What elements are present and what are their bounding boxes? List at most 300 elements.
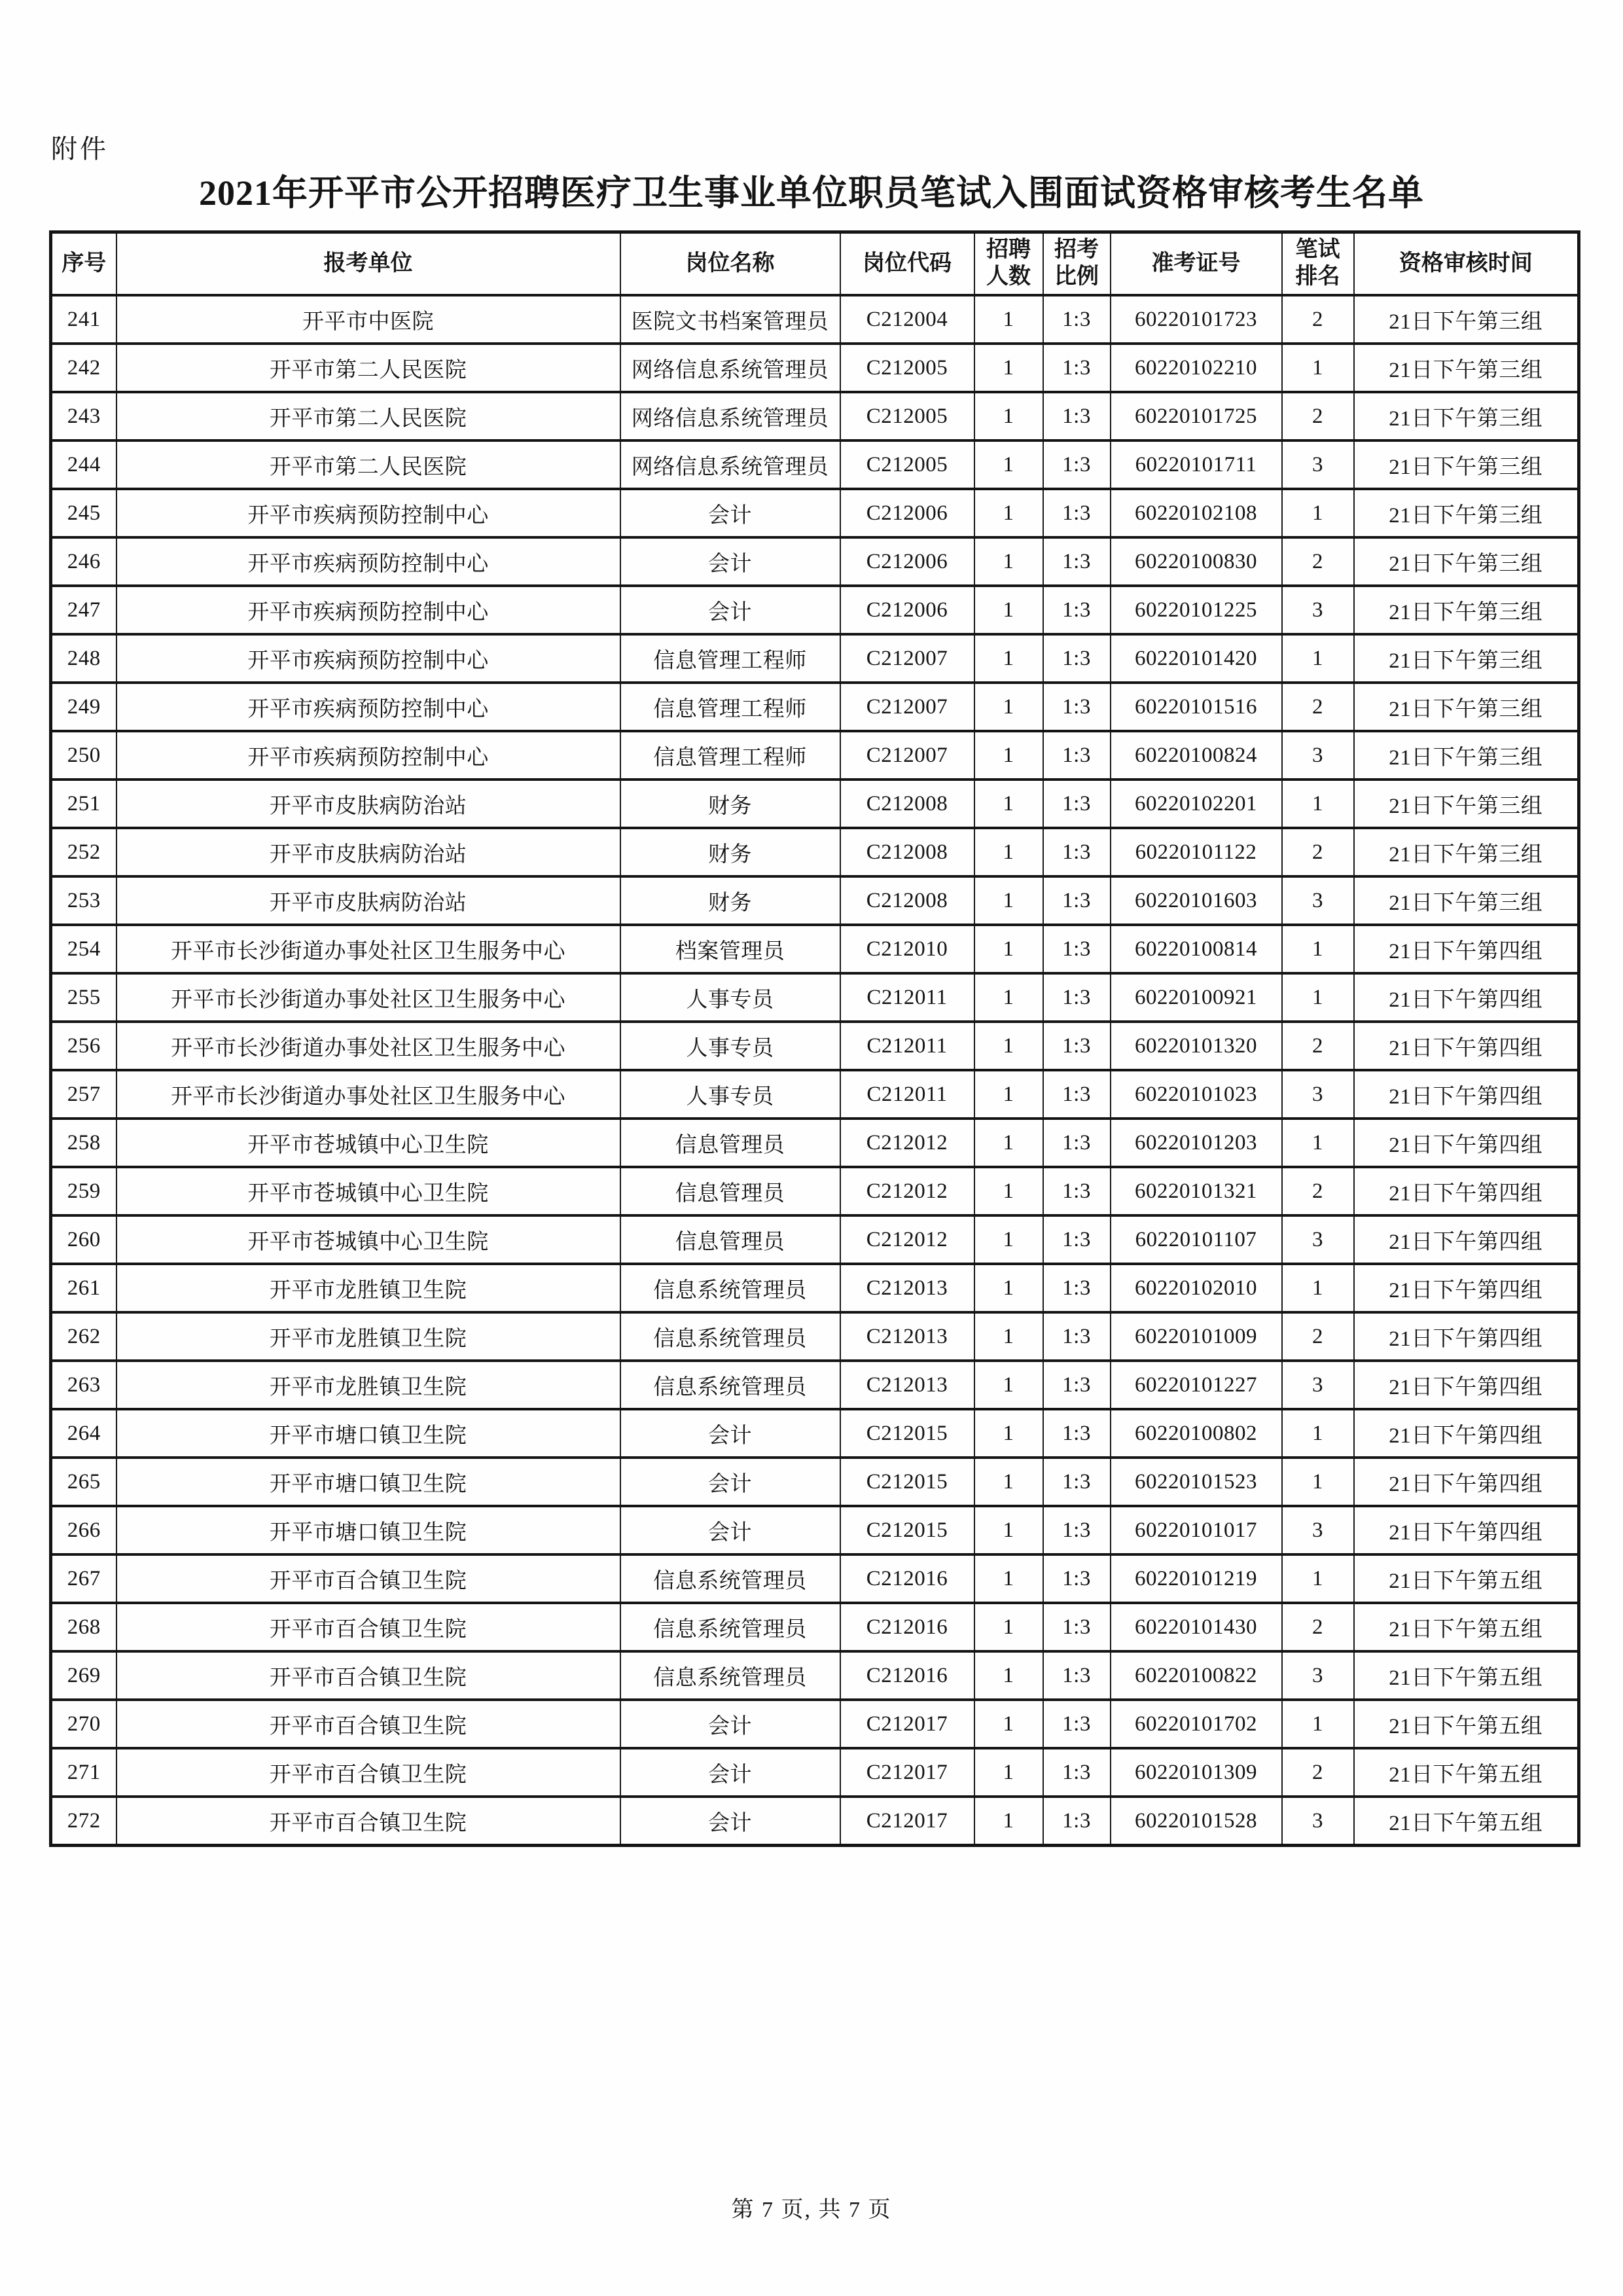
cell-review-time: 21日下午第三组: [1354, 440, 1579, 489]
cell-ticket-number: 60220101107: [1111, 1215, 1282, 1264]
cell-position-code: C212006: [840, 537, 974, 586]
cell-review-time: 21日下午第五组: [1354, 1603, 1579, 1651]
table-row: [51, 489, 1579, 537]
cell-written-rank: 3: [1282, 1797, 1354, 1846]
cell-seq-no: 254: [51, 925, 116, 973]
page-title: 2021年开平市公开招聘医疗卫生事业单位职员笔试入围面试资格审核考生名单: [199, 173, 1424, 213]
cell-unit: 开平市苍城镇中心卫生院: [116, 1119, 620, 1167]
cell-position-name: 信息系统管理员: [620, 1312, 840, 1361]
table-row: [51, 1312, 1579, 1361]
table-row: [51, 1215, 1579, 1264]
cell-ticket-number: 60220102108: [1111, 489, 1282, 537]
cell-unit: 开平市疾病预防控制中心: [116, 537, 620, 586]
table-row: [51, 1748, 1579, 1797]
cell-unit: 开平市长沙街道办事处社区卫生服务中心: [116, 925, 620, 973]
table-row: [51, 1264, 1579, 1312]
cell-recruit-count: 1: [974, 1700, 1043, 1748]
header-col-ticket-number: 准考证号: [1111, 232, 1282, 296]
cell-seq-no: 256: [51, 1022, 116, 1070]
cell-position-name: 网络信息系统管理员: [620, 344, 840, 392]
cell-position-name: 信息系统管理员: [620, 1264, 840, 1312]
cell-unit: 开平市疾病预防控制中心: [116, 586, 620, 634]
cell-seq-no: 263: [51, 1361, 116, 1409]
cell-written-rank: 2: [1282, 295, 1354, 344]
cell-unit: 开平市第二人民医院: [116, 440, 620, 489]
cell-position-code: C212016: [840, 1651, 974, 1700]
cell-position-name: 医院文书档案管理员: [620, 295, 840, 344]
cell-position-code: C212013: [840, 1361, 974, 1409]
cell-seq-no: 264: [51, 1409, 116, 1458]
cell-recruit-count: 1: [974, 1215, 1043, 1264]
cell-written-rank: 2: [1282, 1167, 1354, 1215]
cell-review-time: 21日下午第五组: [1354, 1797, 1579, 1846]
cell-written-rank: 3: [1282, 1361, 1354, 1409]
cell-unit: 开平市长沙街道办事处社区卫生服务中心: [116, 1022, 620, 1070]
cell-unit: 开平市塘口镇卫生院: [116, 1506, 620, 1554]
cell-review-time: 21日下午第三组: [1354, 683, 1579, 731]
cell-recruit-ratio: 1:3: [1043, 1215, 1111, 1264]
cell-recruit-count: 1: [974, 1651, 1043, 1700]
cell-recruit-ratio: 1:3: [1043, 1167, 1111, 1215]
cell-written-rank: 1: [1282, 780, 1354, 828]
table-row: [51, 392, 1579, 440]
cell-review-time: 21日下午第三组: [1354, 876, 1579, 925]
cell-seq-no: 251: [51, 780, 116, 828]
cell-recruit-ratio: 1:3: [1043, 731, 1111, 780]
table-row: [51, 440, 1579, 489]
cell-position-name: 会计: [620, 1458, 840, 1506]
cell-written-rank: 1: [1282, 1458, 1354, 1506]
cell-recruit-ratio: 1:3: [1043, 295, 1111, 344]
cell-written-rank: 3: [1282, 1506, 1354, 1554]
cell-review-time: 21日下午第三组: [1354, 295, 1579, 344]
cell-recruit-ratio: 1:3: [1043, 634, 1111, 683]
cell-written-rank: 2: [1282, 392, 1354, 440]
cell-seq-no: 266: [51, 1506, 116, 1554]
header-col-recruit-ratio: 招考比例: [1043, 232, 1111, 296]
cell-position-name: 人事专员: [620, 1022, 840, 1070]
cell-review-time: 21日下午第四组: [1354, 1215, 1579, 1264]
cell-position-name: 财务: [620, 876, 840, 925]
cell-seq-no: 265: [51, 1458, 116, 1506]
cell-ticket-number: 60220101711: [1111, 440, 1282, 489]
table-row: [51, 1070, 1579, 1119]
cell-written-rank: 3: [1282, 1070, 1354, 1119]
cell-seq-no: 245: [51, 489, 116, 537]
cell-ticket-number: 60220101320: [1111, 1022, 1282, 1070]
cell-unit: 开平市塘口镇卫生院: [116, 1409, 620, 1458]
cell-unit: 开平市第二人民医院: [116, 344, 620, 392]
cell-recruit-ratio: 1:3: [1043, 780, 1111, 828]
cell-review-time: 21日下午第三组: [1354, 392, 1579, 440]
table-row: [51, 731, 1579, 780]
cell-written-rank: 2: [1282, 1022, 1354, 1070]
cell-seq-no: 244: [51, 440, 116, 489]
cell-position-name: 人事专员: [620, 973, 840, 1022]
cell-position-code: C212004: [840, 295, 974, 344]
cell-seq-no: 249: [51, 683, 116, 731]
header-col-written-rank: 笔试排名: [1282, 232, 1354, 296]
cell-recruit-ratio: 1:3: [1043, 1264, 1111, 1312]
cell-ticket-number: 60220101725: [1111, 392, 1282, 440]
cell-written-rank: 2: [1282, 1312, 1354, 1361]
cell-written-rank: 2: [1282, 683, 1354, 731]
cell-written-rank: 3: [1282, 586, 1354, 634]
cell-position-name: 信息管理员: [620, 1215, 840, 1264]
cell-position-code: C212016: [840, 1554, 974, 1603]
cell-recruit-ratio: 1:3: [1043, 1506, 1111, 1554]
cell-review-time: 21日下午第三组: [1354, 586, 1579, 634]
cell-seq-no: 252: [51, 828, 116, 876]
cell-recruit-ratio: 1:3: [1043, 586, 1111, 634]
cell-review-time: 21日下午第四组: [1354, 925, 1579, 973]
cell-unit: 开平市龙胜镇卫生院: [116, 1361, 620, 1409]
cell-written-rank: 1: [1282, 973, 1354, 1022]
cell-seq-no: 242: [51, 344, 116, 392]
cell-position-code: C212011: [840, 1070, 974, 1119]
cell-position-name: 档案管理员: [620, 925, 840, 973]
cell-recruit-count: 1: [974, 925, 1043, 973]
cell-recruit-ratio: 1:3: [1043, 537, 1111, 586]
cell-recruit-count: 1: [974, 780, 1043, 828]
cell-recruit-count: 1: [974, 440, 1043, 489]
cell-ticket-number: 60220101122: [1111, 828, 1282, 876]
cell-written-rank: 1: [1282, 489, 1354, 537]
cell-recruit-count: 1: [974, 489, 1043, 537]
header-col-position-name: 岗位名称: [620, 232, 840, 296]
table-row: [51, 344, 1579, 392]
table-row: [51, 586, 1579, 634]
cell-position-name: 财务: [620, 828, 840, 876]
cell-written-rank: 1: [1282, 1700, 1354, 1748]
cell-review-time: 21日下午第四组: [1354, 1070, 1579, 1119]
cell-written-rank: 1: [1282, 344, 1354, 392]
cell-position-name: 信息系统管理员: [620, 1361, 840, 1409]
cell-recruit-ratio: 1:3: [1043, 1651, 1111, 1700]
cell-seq-no: 243: [51, 392, 116, 440]
cell-ticket-number: 60220102010: [1111, 1264, 1282, 1312]
cell-ticket-number: 60220100822: [1111, 1651, 1282, 1700]
cell-position-code: C212006: [840, 586, 974, 634]
cell-written-rank: 1: [1282, 1264, 1354, 1312]
cell-review-time: 21日下午第三组: [1354, 489, 1579, 537]
cell-position-name: 信息系统管理员: [620, 1651, 840, 1700]
cell-ticket-number: 60220101227: [1111, 1361, 1282, 1409]
cell-review-time: 21日下午第五组: [1354, 1651, 1579, 1700]
cell-written-rank: 3: [1282, 876, 1354, 925]
cell-position-name: 信息管理工程师: [620, 634, 840, 683]
cell-recruit-count: 1: [974, 1022, 1043, 1070]
cell-seq-no: 257: [51, 1070, 116, 1119]
cell-position-name: 会计: [620, 489, 840, 537]
table-row: [51, 828, 1579, 876]
table-row: [51, 1554, 1579, 1603]
cell-review-time: 21日下午第五组: [1354, 1748, 1579, 1797]
cell-recruit-ratio: 1:3: [1043, 1119, 1111, 1167]
table-row: [51, 780, 1579, 828]
cell-position-code: C212013: [840, 1312, 974, 1361]
cell-ticket-number: 60220101023: [1111, 1070, 1282, 1119]
header-col-recruit-count: 招聘人数: [974, 232, 1043, 296]
table-row: [51, 1603, 1579, 1651]
cell-recruit-count: 1: [974, 731, 1043, 780]
cell-seq-no: 260: [51, 1215, 116, 1264]
cell-recruit-count: 1: [974, 1167, 1043, 1215]
table-row: [51, 876, 1579, 925]
cell-position-name: 会计: [620, 1506, 840, 1554]
cell-seq-no: 258: [51, 1119, 116, 1167]
cell-recruit-count: 1: [974, 1119, 1043, 1167]
cell-recruit-ratio: 1:3: [1043, 1312, 1111, 1361]
cell-recruit-ratio: 1:3: [1043, 1361, 1111, 1409]
cell-ticket-number: 60220102210: [1111, 344, 1282, 392]
cell-seq-no: 267: [51, 1554, 116, 1603]
cell-position-code: C212005: [840, 344, 974, 392]
cell-recruit-ratio: 1:3: [1043, 1554, 1111, 1603]
cell-review-time: 21日下午第三组: [1354, 731, 1579, 780]
cell-ticket-number: 60220101219: [1111, 1554, 1282, 1603]
cell-ticket-number: 60220101309: [1111, 1748, 1282, 1797]
cell-ticket-number: 60220100814: [1111, 925, 1282, 973]
cell-seq-no: 255: [51, 973, 116, 1022]
cell-position-code: C212013: [840, 1264, 974, 1312]
table-row: [51, 1119, 1579, 1167]
cell-position-name: 会计: [620, 1748, 840, 1797]
table-row: [51, 537, 1579, 586]
cell-ticket-number: 60220101009: [1111, 1312, 1282, 1361]
cell-seq-no: 248: [51, 634, 116, 683]
cell-recruit-count: 1: [974, 392, 1043, 440]
cell-ticket-number: 60220101516: [1111, 683, 1282, 731]
cell-position-name: 信息系统管理员: [620, 1554, 840, 1603]
cell-recruit-ratio: 1:3: [1043, 1022, 1111, 1070]
cell-unit: 开平市百合镇卫生院: [116, 1797, 620, 1846]
cell-position-code: C212012: [840, 1215, 974, 1264]
cell-position-name: 会计: [620, 1409, 840, 1458]
cell-review-time: 21日下午第五组: [1354, 1700, 1579, 1748]
cell-ticket-number: 60220101528: [1111, 1797, 1282, 1846]
cell-position-name: 信息管理员: [620, 1167, 840, 1215]
cell-recruit-count: 1: [974, 683, 1043, 731]
cell-recruit-count: 1: [974, 1603, 1043, 1651]
cell-review-time: 21日下午第四组: [1354, 1264, 1579, 1312]
cell-ticket-number: 60220100830: [1111, 537, 1282, 586]
cell-position-code: C212015: [840, 1458, 974, 1506]
cell-ticket-number: 60220101603: [1111, 876, 1282, 925]
cell-review-time: 21日下午第五组: [1354, 1554, 1579, 1603]
cell-seq-no: 250: [51, 731, 116, 780]
cell-recruit-count: 1: [974, 586, 1043, 634]
cell-recruit-count: 1: [974, 295, 1043, 344]
cell-recruit-count: 1: [974, 344, 1043, 392]
table-row: [51, 1022, 1579, 1070]
cell-unit: 开平市皮肤病防治站: [116, 828, 620, 876]
table-row: [51, 1651, 1579, 1700]
cell-unit: 开平市苍城镇中心卫生院: [116, 1167, 620, 1215]
cell-written-rank: 3: [1282, 440, 1354, 489]
cell-review-time: 21日下午第四组: [1354, 1409, 1579, 1458]
cell-recruit-count: 1: [974, 828, 1043, 876]
cell-position-code: C212017: [840, 1797, 974, 1846]
cell-written-rank: 3: [1282, 731, 1354, 780]
cell-seq-no: 259: [51, 1167, 116, 1215]
cell-seq-no: 261: [51, 1264, 116, 1312]
attachment-label: 附件: [51, 134, 109, 164]
cell-unit: 开平市长沙街道办事处社区卫生服务中心: [116, 973, 620, 1022]
cell-written-rank: 2: [1282, 1748, 1354, 1797]
cell-ticket-number: 60220101523: [1111, 1458, 1282, 1506]
table-row: [51, 1797, 1579, 1846]
cell-position-name: 信息管理工程师: [620, 683, 840, 731]
cell-ticket-number: 60220101420: [1111, 634, 1282, 683]
header-col-review-time: 资格审核时间: [1354, 232, 1579, 296]
cell-written-rank: 3: [1282, 1215, 1354, 1264]
cell-position-name: 财务: [620, 780, 840, 828]
cell-review-time: 21日下午第四组: [1354, 1361, 1579, 1409]
cell-recruit-ratio: 1:3: [1043, 489, 1111, 537]
cell-recruit-count: 1: [974, 1409, 1043, 1458]
cell-recruit-ratio: 1:3: [1043, 344, 1111, 392]
cell-recruit-ratio: 1:3: [1043, 1603, 1111, 1651]
cell-position-name: 会计: [620, 586, 840, 634]
cell-position-name: 网络信息系统管理员: [620, 440, 840, 489]
cell-unit: 开平市龙胜镇卫生院: [116, 1312, 620, 1361]
header-col-seq-no: 序号: [51, 232, 116, 296]
header-col-position-code: 岗位代码: [840, 232, 974, 296]
cell-written-rank: 2: [1282, 537, 1354, 586]
cell-position-code: C212012: [840, 1119, 974, 1167]
cell-recruit-count: 1: [974, 634, 1043, 683]
cell-position-name: 会计: [620, 537, 840, 586]
cell-recruit-ratio: 1:3: [1043, 1748, 1111, 1797]
table-row: [51, 634, 1579, 683]
cell-written-rank: 1: [1282, 634, 1354, 683]
table-row: [51, 683, 1579, 731]
cell-unit: 开平市百合镇卫生院: [116, 1651, 620, 1700]
cell-recruit-ratio: 1:3: [1043, 973, 1111, 1022]
cell-ticket-number: 60220101225: [1111, 586, 1282, 634]
table-row: [51, 1167, 1579, 1215]
cell-written-rank: 2: [1282, 1603, 1354, 1651]
cell-recruit-ratio: 1:3: [1043, 683, 1111, 731]
cell-seq-no: 272: [51, 1797, 116, 1846]
cell-position-name: 信息管理工程师: [620, 731, 840, 780]
cell-recruit-count: 1: [974, 1070, 1043, 1119]
cell-ticket-number: 60220101321: [1111, 1167, 1282, 1215]
cell-ticket-number: 60220100921: [1111, 973, 1282, 1022]
cell-review-time: 21日下午第四组: [1354, 1022, 1579, 1070]
cell-position-code: C212010: [840, 925, 974, 973]
cell-recruit-ratio: 1:3: [1043, 440, 1111, 489]
table-row: [51, 1506, 1579, 1554]
cell-recruit-ratio: 1:3: [1043, 828, 1111, 876]
cell-seq-no: 271: [51, 1748, 116, 1797]
cell-review-time: 21日下午第三组: [1354, 780, 1579, 828]
cell-position-name: 网络信息系统管理员: [620, 392, 840, 440]
cell-recruit-ratio: 1:3: [1043, 392, 1111, 440]
cell-ticket-number: 60220102201: [1111, 780, 1282, 828]
header-col-unit: 报考单位: [116, 232, 620, 296]
table-row: [51, 1700, 1579, 1748]
cell-seq-no: 270: [51, 1700, 116, 1748]
cell-unit: 开平市皮肤病防治站: [116, 780, 620, 828]
cell-unit: 开平市龙胜镇卫生院: [116, 1264, 620, 1312]
cell-written-rank: 1: [1282, 925, 1354, 973]
cell-position-name: 人事专员: [620, 1070, 840, 1119]
page-number-footer: 第 7 页, 共 7 页: [731, 2198, 892, 2222]
cell-unit: 开平市疾病预防控制中心: [116, 634, 620, 683]
cell-seq-no: 269: [51, 1651, 116, 1700]
cell-seq-no: 268: [51, 1603, 116, 1651]
table-row: [51, 1361, 1579, 1409]
cell-recruit-count: 1: [974, 1748, 1043, 1797]
cell-written-rank: 1: [1282, 1119, 1354, 1167]
cell-seq-no: 253: [51, 876, 116, 925]
cell-unit: 开平市百合镇卫生院: [116, 1603, 620, 1651]
cell-position-code: C212007: [840, 683, 974, 731]
cell-position-code: C212015: [840, 1506, 974, 1554]
cell-ticket-number: 60220100802: [1111, 1409, 1282, 1458]
cell-position-code: C212011: [840, 973, 974, 1022]
cell-recruit-count: 1: [974, 876, 1043, 925]
cell-unit: 开平市百合镇卫生院: [116, 1748, 620, 1797]
cell-written-rank: 1: [1282, 1554, 1354, 1603]
cell-unit: 开平市疾病预防控制中心: [116, 683, 620, 731]
table-header-row: [51, 232, 1579, 296]
cell-review-time: 21日下午第三组: [1354, 537, 1579, 586]
cell-position-code: C212017: [840, 1700, 974, 1748]
cell-review-time: 21日下午第四组: [1354, 1458, 1579, 1506]
cell-recruit-count: 1: [974, 537, 1043, 586]
cell-review-time: 21日下午第四组: [1354, 1119, 1579, 1167]
cell-position-name: 信息管理员: [620, 1119, 840, 1167]
table-row: [51, 1458, 1579, 1506]
cell-recruit-count: 1: [974, 1312, 1043, 1361]
table-row: [51, 1409, 1579, 1458]
cell-unit: 开平市长沙街道办事处社区卫生服务中心: [116, 1070, 620, 1119]
cell-ticket-number: 60220101430: [1111, 1603, 1282, 1651]
table-row: [51, 925, 1579, 973]
cell-position-code: C212008: [840, 828, 974, 876]
cell-recruit-count: 1: [974, 973, 1043, 1022]
cell-position-code: C212017: [840, 1748, 974, 1797]
cell-review-time: 21日下午第四组: [1354, 973, 1579, 1022]
cell-seq-no: 246: [51, 537, 116, 586]
cell-unit: 开平市疾病预防控制中心: [116, 489, 620, 537]
cell-unit: 开平市塘口镇卫生院: [116, 1458, 620, 1506]
cell-unit: 开平市疾病预防控制中心: [116, 731, 620, 780]
cell-position-code: C212008: [840, 876, 974, 925]
cell-review-time: 21日下午第四组: [1354, 1167, 1579, 1215]
cell-recruit-count: 1: [974, 1264, 1043, 1312]
cell-recruit-ratio: 1:3: [1043, 1797, 1111, 1846]
candidates-table-container: [49, 230, 1577, 1847]
cell-seq-no: 262: [51, 1312, 116, 1361]
cell-position-code: C212007: [840, 634, 974, 683]
cell-position-code: C212005: [840, 392, 974, 440]
cell-recruit-ratio: 1:3: [1043, 1700, 1111, 1748]
cell-ticket-number: 60220101017: [1111, 1506, 1282, 1554]
cell-unit: 开平市百合镇卫生院: [116, 1554, 620, 1603]
cell-unit: 开平市皮肤病防治站: [116, 876, 620, 925]
cell-recruit-ratio: 1:3: [1043, 1070, 1111, 1119]
cell-recruit-ratio: 1:3: [1043, 1458, 1111, 1506]
cell-written-rank: 3: [1282, 1651, 1354, 1700]
cell-position-code: C212008: [840, 780, 974, 828]
candidates-table: [49, 230, 1580, 1847]
cell-unit: 开平市百合镇卫生院: [116, 1700, 620, 1748]
cell-position-code: C212015: [840, 1409, 974, 1458]
